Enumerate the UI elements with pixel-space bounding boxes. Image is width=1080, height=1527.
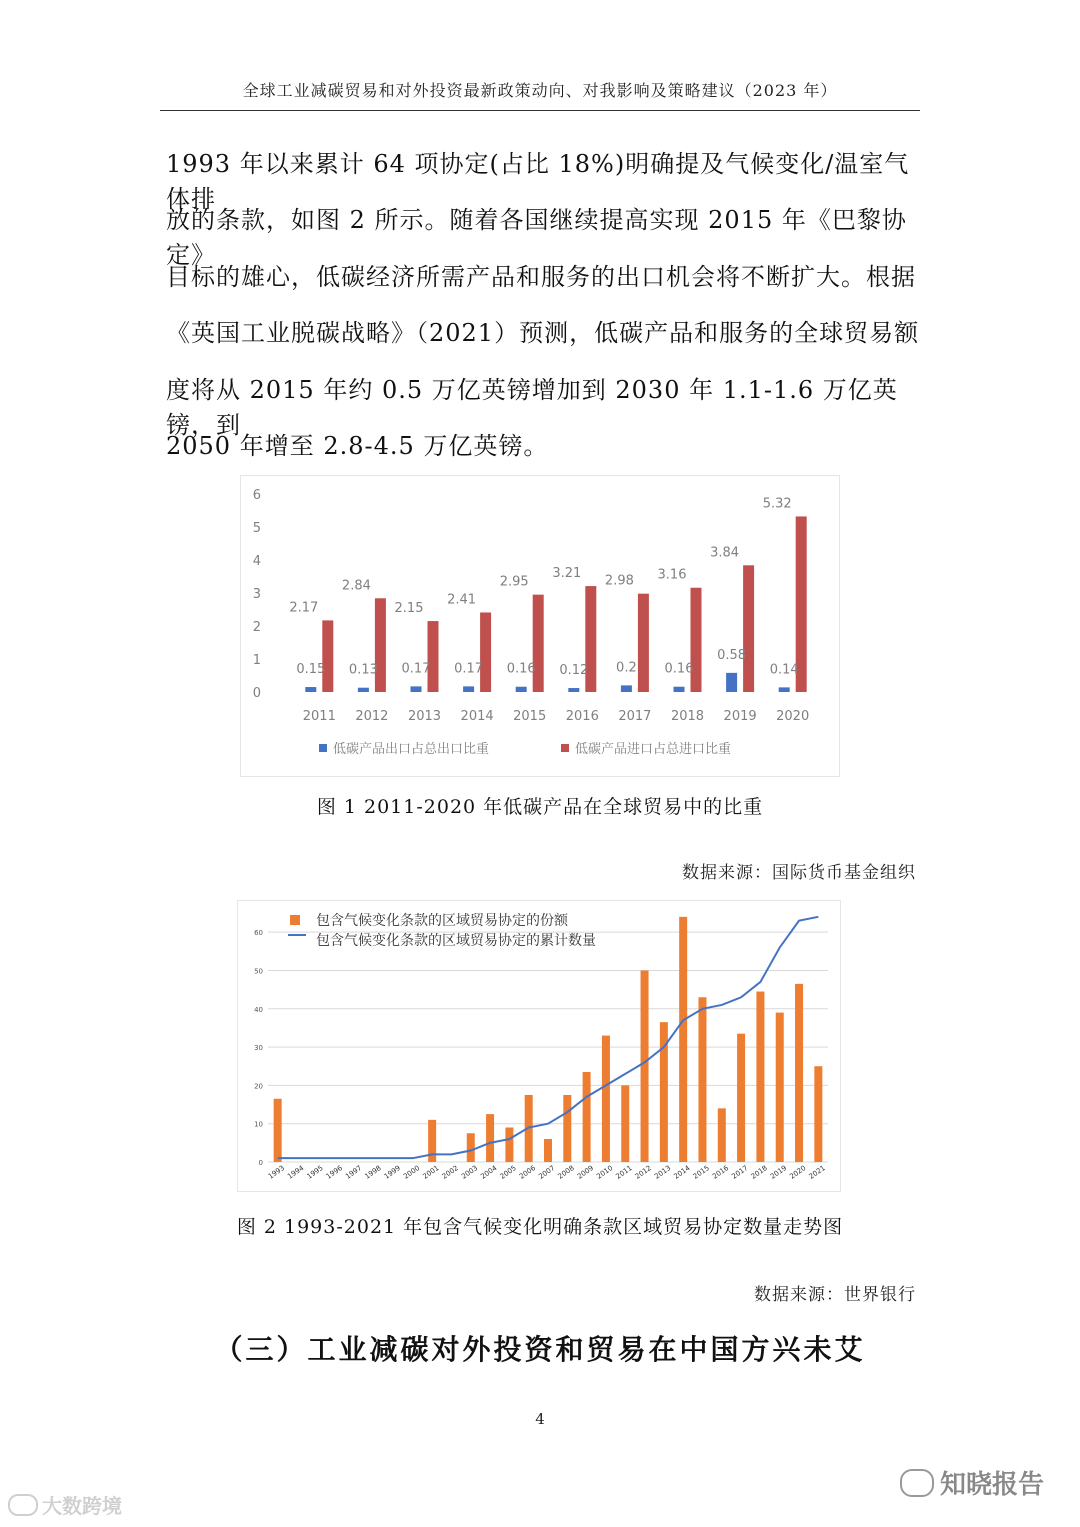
x-tick-label: 1998 bbox=[363, 1163, 383, 1181]
x-tick-label: 2019 bbox=[768, 1163, 789, 1181]
figure2-svg bbox=[238, 901, 840, 1191]
y-tick-label: 1 bbox=[252, 653, 261, 668]
data-label-export: 0.17 bbox=[401, 661, 431, 677]
data-label-export: 0.16 bbox=[664, 661, 694, 677]
y-tick-label: 5 bbox=[252, 521, 261, 536]
x-tick-label: 2019 bbox=[723, 709, 757, 724]
bar-export-share bbox=[305, 687, 316, 692]
bar-share bbox=[641, 970, 649, 1162]
legend-swatch-export bbox=[319, 744, 327, 752]
data-label-import: 2.98 bbox=[604, 573, 634, 589]
body-line-5: 度将从 2015 年约 0.5 万亿英镑增加到 2030 年 1.1-1.6 万亿英镑，到 bbox=[166, 376, 898, 439]
data-label-export: 0.2 bbox=[616, 660, 637, 676]
y-tick-label: 2 bbox=[252, 620, 261, 635]
x-tick-label: 2003 bbox=[460, 1163, 480, 1181]
x-tick-label: 2018 bbox=[749, 1163, 769, 1181]
bar-share bbox=[583, 1072, 591, 1162]
legend-label-import: 低碳产品进口占总进口比重 bbox=[575, 742, 732, 757]
x-tick-label: 2016 bbox=[711, 1163, 731, 1181]
figure2-caption: 图 2 1993-2021 年包含气候变化明确条款区域贸易协定数量走势图 bbox=[236, 1216, 844, 1238]
y-tick-label: 40 bbox=[254, 1005, 263, 1014]
y-tick-label: 10 bbox=[254, 1120, 263, 1129]
x-tick-label: 2001 bbox=[421, 1163, 441, 1181]
figure1-caption: 图 1 2011-2020 年低碳产品在全球贸易中的比重 bbox=[316, 796, 764, 818]
bar-export-share bbox=[568, 688, 579, 692]
bar-share bbox=[776, 1013, 784, 1162]
x-tick-label: 1993 bbox=[266, 1163, 287, 1181]
page-number: 4 bbox=[535, 1410, 545, 1428]
bar-import-share bbox=[480, 612, 491, 692]
y-tick-label: 30 bbox=[254, 1044, 263, 1053]
data-label-import: 5.32 bbox=[762, 496, 792, 512]
data-label-import: 3.16 bbox=[657, 567, 687, 583]
x-tick-label: 2020 bbox=[788, 1163, 808, 1181]
bar-import-share bbox=[533, 595, 544, 692]
legend-label-share: 包含气候变化条款的区域贸易协定的份额 bbox=[316, 913, 568, 929]
x-tick-label: 2014 bbox=[460, 709, 494, 724]
bar-import-share bbox=[743, 565, 754, 692]
bar-export-share bbox=[779, 687, 790, 692]
bar-share bbox=[737, 1034, 745, 1162]
data-label-import: 2.84 bbox=[341, 578, 371, 594]
figure1-chart bbox=[241, 476, 839, 776]
bar-share bbox=[679, 917, 687, 1162]
bar-share bbox=[602, 1036, 610, 1162]
x-tick-label: 2011 bbox=[302, 709, 336, 724]
bar-import-share bbox=[428, 621, 439, 692]
y-tick-label: 3 bbox=[252, 587, 261, 602]
data-label-export: 0.14 bbox=[769, 662, 799, 678]
x-tick-label: 2007 bbox=[537, 1163, 557, 1181]
bar-share bbox=[698, 997, 706, 1162]
bar-export-share bbox=[674, 687, 685, 692]
bar-export-share bbox=[358, 688, 369, 692]
bar-export-share bbox=[463, 686, 474, 692]
figure2-source: 数据来源：世界银行 bbox=[754, 1285, 916, 1305]
x-tick-label: 2013 bbox=[653, 1163, 673, 1181]
x-tick-label: 2018 bbox=[670, 709, 705, 724]
watermark-bottom-left-logo-icon bbox=[8, 1494, 38, 1516]
bar-share bbox=[505, 1128, 513, 1162]
y-tick-label: 20 bbox=[254, 1082, 263, 1091]
x-tick-label: 2016 bbox=[565, 709, 599, 724]
x-tick-label: 2010 bbox=[595, 1163, 615, 1181]
legend-label-export: 低碳产品出口占总出口比重 bbox=[333, 742, 490, 757]
bar-share bbox=[621, 1085, 629, 1162]
data-label-import: 3.21 bbox=[552, 566, 582, 582]
header-divider bbox=[160, 110, 920, 111]
legend-label-cumulative: 包含气候变化条款的区域贸易协定的累计数量 bbox=[316, 933, 596, 949]
x-tick-label: 2014 bbox=[672, 1163, 692, 1181]
bar-export-share bbox=[411, 686, 422, 692]
data-label-export: 0.58 bbox=[717, 647, 747, 663]
header-title: 全球工业减碳贸易和对外投资最新政策动向、对我影响及策略建议（2023 年） bbox=[242, 81, 838, 100]
bar-share bbox=[544, 1139, 552, 1162]
y-tick-label: 60 bbox=[254, 929, 263, 938]
bar-export-share bbox=[726, 673, 737, 692]
x-tick-label: 2012 bbox=[633, 1163, 654, 1181]
bar-import-share bbox=[638, 594, 649, 692]
section-heading: （三）工业减碳对外投资和贸易在中国方兴未艾 bbox=[214, 1333, 866, 1366]
bar-import-share bbox=[322, 620, 333, 692]
data-label-export: 0.12 bbox=[559, 663, 589, 679]
bar-import-share bbox=[375, 598, 386, 692]
x-tick-label: 1996 bbox=[324, 1163, 345, 1181]
bar-share bbox=[718, 1108, 726, 1162]
data-label-export: 0.17 bbox=[454, 661, 484, 677]
data-label-import: 2.17 bbox=[289, 600, 319, 616]
x-tick-label: 2008 bbox=[556, 1163, 576, 1181]
figure2-chart bbox=[238, 901, 840, 1191]
x-tick-label: 2002 bbox=[440, 1163, 460, 1181]
body-line-2: 放的条款，如图 2 所示。随着各国继续提高实现 2015 年《巴黎协定》 bbox=[166, 206, 907, 269]
x-tick-label: 1997 bbox=[344, 1163, 364, 1181]
data-label-export: 0.15 bbox=[296, 662, 326, 678]
legend-swatch-import bbox=[561, 744, 569, 752]
x-tick-label: 1994 bbox=[286, 1163, 306, 1181]
x-tick-label: 1999 bbox=[382, 1163, 402, 1181]
x-tick-label: 2006 bbox=[517, 1163, 538, 1181]
body-line-6: 2050 年增至 2.8-4.5 万亿英镑。 bbox=[166, 432, 549, 460]
x-tick-label: 2015 bbox=[691, 1163, 711, 1181]
x-tick-label: 2009 bbox=[575, 1163, 596, 1181]
x-tick-label: 2021 bbox=[807, 1163, 827, 1181]
bar-share bbox=[756, 992, 764, 1162]
data-label-export: 0.16 bbox=[506, 661, 536, 677]
x-tick-label: 2015 bbox=[513, 709, 547, 724]
x-tick-label: 2013 bbox=[407, 709, 442, 724]
x-tick-label: 2017 bbox=[618, 709, 652, 724]
data-label-export: 0.13 bbox=[348, 662, 378, 678]
y-tick-label: 50 bbox=[254, 967, 263, 976]
bar-share bbox=[467, 1133, 475, 1162]
x-tick-label: 2017 bbox=[730, 1163, 750, 1181]
figure1-svg bbox=[241, 476, 839, 776]
x-tick-label: 1995 bbox=[305, 1163, 325, 1181]
wechat-icon bbox=[900, 1469, 934, 1497]
data-label-import: 3.84 bbox=[710, 545, 740, 561]
data-label-import: 2.41 bbox=[447, 592, 477, 608]
y-tick-label: 6 bbox=[252, 488, 261, 503]
legend-swatch-share bbox=[290, 915, 300, 925]
y-tick-label: 4 bbox=[252, 554, 261, 569]
x-tick-label: 2011 bbox=[614, 1163, 634, 1181]
bar-share bbox=[274, 1099, 282, 1162]
data-label-import: 2.95 bbox=[499, 574, 529, 590]
watermark-bottom-left: 大数跨境 bbox=[8, 1490, 122, 1519]
bar-export-share bbox=[621, 685, 632, 692]
body-line-4: 《英国工业脱碳战略》（2021）预测，低碳产品和服务的全球贸易额 bbox=[166, 319, 920, 347]
bar-export-share bbox=[516, 687, 527, 692]
bar-share bbox=[563, 1095, 571, 1162]
bar-share bbox=[795, 984, 803, 1162]
body-line-1: 1993 年以来累计 64 项协定(占比 18%)明确提及气候变化/温室气体排 bbox=[166, 150, 910, 213]
x-tick-label: 2020 bbox=[776, 709, 810, 724]
x-tick-label: 2004 bbox=[479, 1163, 499, 1181]
data-label-import: 2.15 bbox=[394, 601, 424, 617]
x-tick-label: 2000 bbox=[402, 1163, 422, 1181]
bar-share bbox=[814, 1066, 822, 1162]
watermark-bottom-right: 知晓报告 bbox=[900, 1464, 1044, 1501]
figure1-source: 数据来源：国际货币基金组织 bbox=[682, 863, 916, 883]
y-tick-label: 0 bbox=[258, 1159, 263, 1167]
x-tick-label: 2012 bbox=[355, 709, 389, 724]
x-tick-label: 2005 bbox=[498, 1163, 518, 1181]
bar-share bbox=[486, 1114, 494, 1162]
body-line-3: 目标的雄心，低碳经济所需产品和服务的出口机会将不断扩大。根据 bbox=[166, 263, 916, 291]
y-tick-label: 0 bbox=[252, 686, 261, 701]
